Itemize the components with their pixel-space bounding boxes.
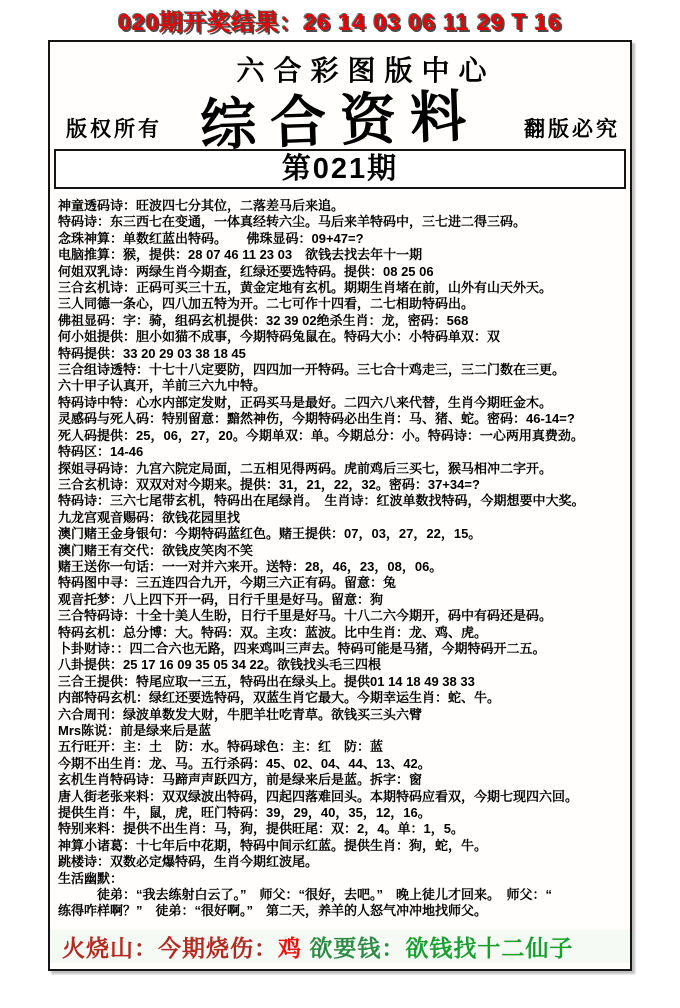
- body-line: 佛祖显码：字：骑，组码玄机提供：32 39 02绝杀生肖：龙，密码：568: [58, 312, 469, 328]
- publisher-name: 六合彩图版中心: [236, 56, 496, 87]
- main-frame: [48, 40, 632, 971]
- body-line: 三合玄机诗：双双对对今期来。提供：31，21，22，32。密码：37+34=?: [58, 476, 480, 492]
- body-line: 念珠神算：单数红蓝出特码。 佛珠显码：09+47=?: [58, 230, 364, 246]
- body-line: 特码诗：东三西七在变通，一体真经转六尘。马后来羊特码中，三七进二得三码。: [58, 214, 527, 230]
- page-title: 综合资料: [199, 86, 482, 158]
- body-line: 练得咋样啊？” 徒弟：“很好啊。” 第二天，养羊的人怒气冲冲地找师父。: [58, 903, 488, 919]
- body-line: 跳楼诗：双数必定爆特码，生肖今期红波尾。: [58, 854, 319, 870]
- body-line: 何小姐提供：胆小如猫不成事，今期特码兔鼠在。特码大小：小特码单双：双: [58, 329, 501, 345]
- masthead: [50, 49, 630, 158]
- body-line: 提供生肖：牛，鼠，虎，旺门特码：39，29，40，35，12，16。: [58, 805, 431, 821]
- body-line: 何姐双乳诗：两绿生肖今期查，红绿还要选特码。提供：08 25 06: [58, 263, 434, 279]
- body-line: 赌王送你一句话：一一对并六来开。送特：28，46，23，08，06。: [58, 558, 443, 574]
- body-lines: [50, 189, 630, 920]
- body-line: 内部特码玄机：绿红还要选特码，双蓝生肖它最大。今期幸运生肖：蛇、牛。: [58, 690, 501, 706]
- body-line: Mrs陈说：前是绿来后是蓝: [58, 723, 212, 738]
- copyright-note: 版权所有: [66, 117, 162, 141]
- body-line: 特码提供：33 20 29 03 38 18 45: [58, 345, 246, 361]
- issue-number-box: 第021期: [54, 149, 626, 189]
- body-line: 三人同德一条心，四八加五特为开。二七可作十四看，二七相助特码出。: [58, 296, 475, 312]
- body-line: 卜卦财诗：：四二合六也无路，四来鸡叫三声去。特码可能是马猪，今期特码开二五。: [58, 640, 546, 656]
- body-line: 特码图中寻：三五连四合九开，今期三六正有码。留意：兔: [58, 575, 397, 591]
- footer-money-label: 欲要钱：: [302, 935, 406, 961]
- body-line: 三合组诗透特：十七十八定要防，四四加一开特码。三七合十鸡走三，三二门数在三更。: [58, 362, 566, 378]
- body-line: 特码诗中特：心水内部定发财，正码买马是最好。二四六八来代替，生肖今期旺金木。: [58, 394, 553, 410]
- body-line: 今期不出生肖：龙、马。五行杀码：45、02、04、44、13、42。: [58, 755, 431, 771]
- body-line: 观音托梦：八上四下开一码，日行千里是好马。留意：狗: [58, 591, 384, 607]
- body-line: 电脑推算：猴，提供：28 07 46 11 23 03 欲钱去找去年十一期: [58, 247, 423, 263]
- body-line: 六十甲子认真开，羊前三六九中特。: [58, 378, 267, 394]
- body-line: 玄机生肖特码诗：马蹄声声跃四方，前是绿来后是蓝。拆字：窗: [58, 772, 423, 788]
- body-line: 徒弟：“我去练射白云了。” 师父：“很好，去吧。” 晚上徒儿才回来。 师父：“: [58, 887, 553, 903]
- footer-tips: [50, 930, 630, 963]
- body-line: 九龙宫观音赐码：欲钱花园里找: [58, 509, 241, 525]
- body-line: 澳门赌王有交代：欲钱皮笑肉不笑: [58, 542, 254, 558]
- body-line: 特别来料：提供不出生肖：马，狗，提供旺尾：双：2，4。单：1，5。: [58, 821, 464, 837]
- body-line: 生活幽默：: [58, 870, 124, 886]
- body-line: 神算小诸葛：十七年后中花期，特码中间示红蓝。提供生肖：狗，蛇，牛。: [58, 837, 488, 853]
- body-line: 六合周刊：绿波单数发大财，牛肥羊壮吃青草。欲钱买三头六臂: [58, 706, 423, 722]
- draw-result-banner: 020期开奖结果：26 14 03 06 11 29 T 16: [118, 9, 562, 35]
- footer-burn-zodiac: 鸡: [278, 935, 302, 961]
- body-line: 死人码提供：25，06，27，20。今期单双：单。今期总分：小。特码诗：一心两用真费劲。: [58, 427, 584, 443]
- body-line: 探姐寻码诗：九宫六院定局面，二五相见得两码。虎前鸡后三买七，猴马相冲二字开。: [58, 460, 553, 476]
- body-line: 神童透码诗：旺波四七分其位，二落差马后来追。: [58, 198, 345, 213]
- body-line: 特码玄机：总分博：大。特码：双。主攻：蓝波。比中生肖：龙、鸡、虎。: [58, 624, 488, 640]
- body-line: 澳门赌王金身银句：今期特码蓝红色。赌王提供：07，03，27，22，15。: [58, 526, 482, 542]
- body-line: 特码诗：三六七尾带玄机，特码出在尾绿肖。 生肖诗：红波单数找特码，今期想要中大奖。: [58, 493, 585, 509]
- anti-piracy-note: 翻版必究: [524, 117, 620, 141]
- body-line: 三合特码诗：十全十美人生盼，日行千里是好马。十八二六今期开，码中有码还是码。: [58, 608, 553, 624]
- footer-money-text: 欲钱找十二仙子: [405, 935, 574, 961]
- footer-burn-label: 火烧山：今期烧伤：: [62, 935, 278, 961]
- body-line: 八卦提供：25 17 16 09 35 05 34 22。欲钱找头毛三四根: [58, 657, 381, 673]
- body-line: 三合玄机诗：正码可买三十五，黄金定地有玄机。期期生肖堵在前，山外有山天外天。: [58, 280, 553, 296]
- body-line: 唐人街老张来料：双双绿波出特码，四起四落难回头。本期特码应看双，今期七现四六回。: [58, 788, 579, 804]
- body-line: 三合王提供：特尾应取一三五，特码出在绿头上。提供01 14 18 49 38 33: [58, 673, 475, 689]
- body-line: 灵感码与死人码：特别留意：黯然神伤，今期特码必出生肖：马、猪、蛇。密码：46-14=?: [58, 411, 575, 427]
- body-line: 五行旺开：主：土 防：水。特码球色：主：红 防：蓝: [58, 739, 384, 755]
- body-line: 特码区：14-46: [58, 444, 144, 460]
